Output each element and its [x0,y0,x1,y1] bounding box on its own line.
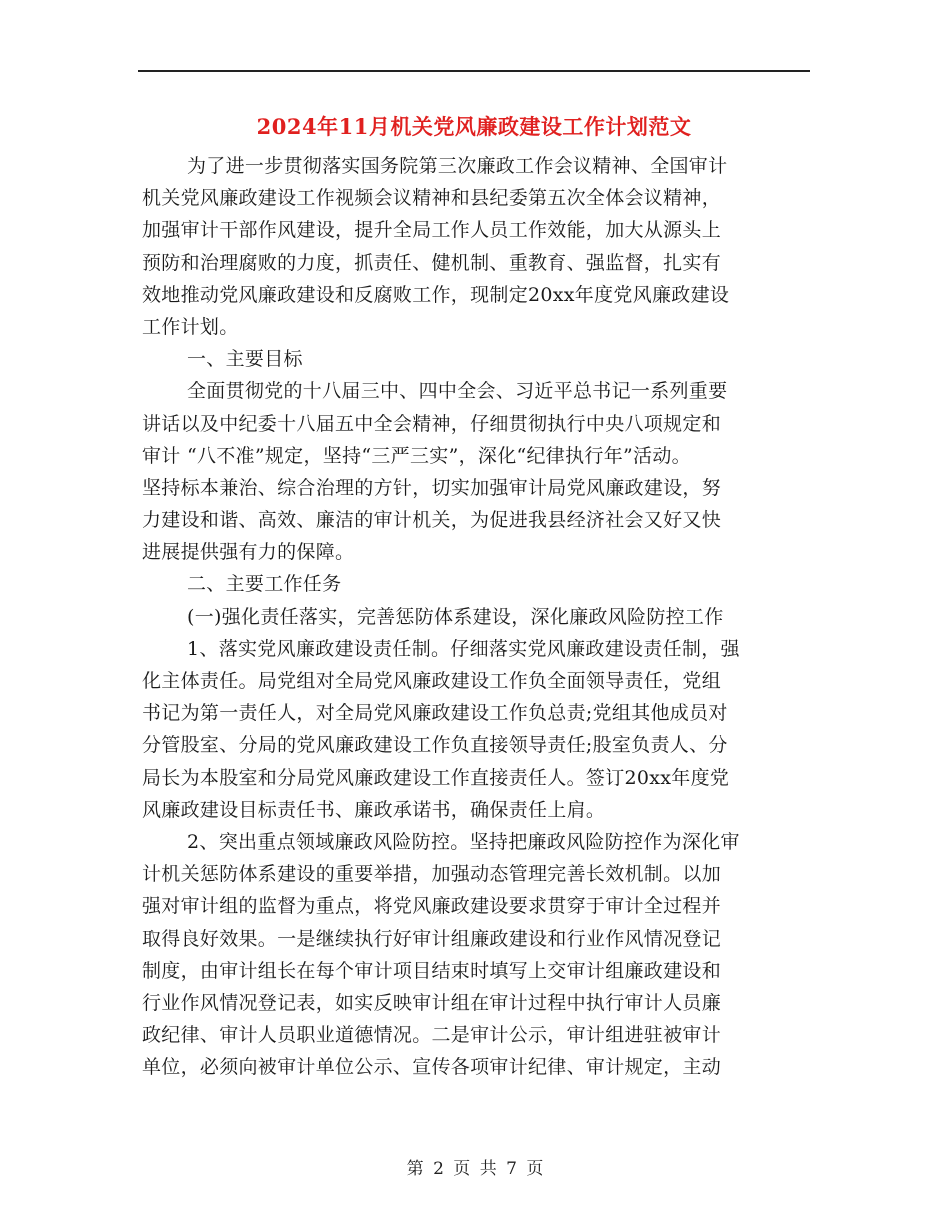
paragraph-line: 化主体责任。局党组对全局党风廉政建设工作负全面领导责任，党组 [142,670,722,692]
document-body [142,150,814,1083]
paragraph-line: 加强审计干部作风建设，提升全局工作人员工作效能，加大从源头上 [142,219,722,242]
header-rule [138,70,810,72]
paragraph-line: 计机关惩防体系建设的重要举措，加强动态管理完善长效机制。以加 [142,863,722,886]
paragraph-line: 机关党风廉政建设工作视频会议精神和县纪委第五次全体会议精神， [142,187,722,210]
section-heading: 二、主要工作任务 [187,573,342,596]
paragraph-line: 2、突出重点领域廉政风险防控。坚持把廉政风险防控作为深化审 [187,830,740,853]
paragraph-line: 预防和治理腐败的力度，抓责任、健机制、重教育、强监督，扎实有 [142,251,722,274]
paragraph-line: 进展提供强有力的保障。 [142,541,355,564]
paragraph-line: 效地推动党风廉政建设和反腐败工作，现制定20xx年度党风廉政建设 [142,283,730,306]
paragraph-line: 单位，必须向被审计单位公示、宣传各项审计纪律、审计规定，主动 [142,1056,722,1079]
paragraph-line: 讲话以及中纪委十八届五中全会精神，仔细贯彻执行中央八项规定和 [142,412,722,435]
paragraph-line: 书记为第一责任人，对全局党风廉政建设工作负总责;党组其他成员对 [142,702,728,725]
subsection-heading: (一)强化责任落实，完善惩防体系建设，深化廉政风险防控工作 [187,605,724,628]
page-number: 第 2 页 共 7 页 [406,1159,544,1179]
paragraph-line: 制度，由审计组长在每个审计项目结束时填写上交审计组廉政建设和 [142,959,722,982]
paragraph-line: 行业作风情况登记表，如实反映审计组在审计过程中执行审计人员廉 [142,991,722,1014]
paragraph-line: 局长为本股室和分局党风廉政建设工作直接责任人。签订20xx年度党 [142,766,730,789]
paragraph-line: 力建设和谐、高效、廉洁的审计机关，为促进我县经济社会又好又快 [142,509,722,532]
paragraph-line: 政纪律、审计人员职业道德情况。二是审计公示，审计组进驻被审计 [142,1024,722,1047]
paragraph-line: 全面贯彻党的十八届三中、四中全会、习近平总书记一系列重要 [187,380,728,403]
document-title: 2024年11月机关党风廉政建设工作计划范文 [256,114,692,139]
paragraph-line: 工作计划。 [142,315,239,338]
paragraph-line: 风廉政建设目标责任书、廉政承诺书，确保责任上肩。 [142,798,606,821]
paragraph-line: 审计 “八不准”规定，坚持“三严三实”，深化“纪律执行年”活动。 [142,444,691,467]
paragraph-line: 分管股室、分局的党风廉政建设工作负直接领导责任;股室负责人、分 [142,734,728,757]
paragraph-line: 坚持标本兼治、综合治理的方针，切实加强审计局党风廉政建设，努 [142,476,722,499]
paragraph-line: 1、落实党风廉政建设责任制。仔细落实党风廉政建设责任制，强 [187,637,740,660]
paragraph-line: 取得良好效果。一是继续执行好审计组廉政建设和行业作风情况登记 [142,927,722,950]
paragraph-line: 为了进一步贯彻落实国务院第三次廉政工作会议精神、全国审计 [187,155,728,177]
paragraph-line: 强对审计组的监督为重点，将党风廉政建设要求贯穿于审计全过程并 [142,895,722,918]
section-heading: 一、主要目标 [187,348,303,371]
